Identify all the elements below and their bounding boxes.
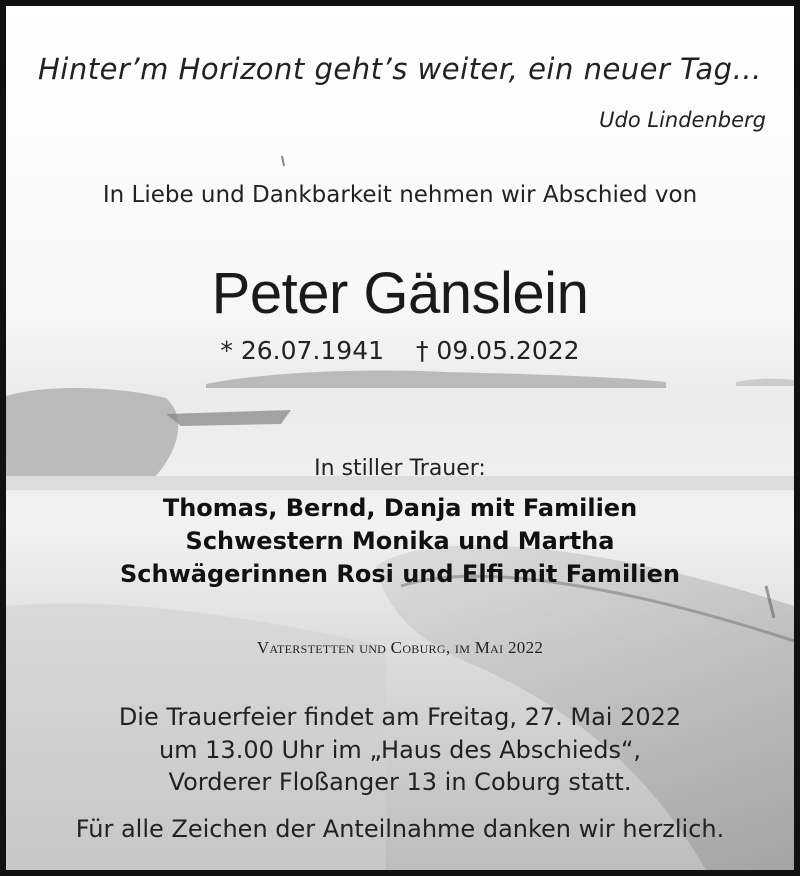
quote-author: Udo Lindenberg [599,108,766,132]
deceased-name: Peter Gänslein [211,261,589,326]
mourner-line: Schwestern Monika und Martha [185,527,615,555]
place-and-date: Vaterstetten und Coburg, im Mai 2022 [256,638,544,657]
birth-date: * 26.07.1941 [220,336,385,365]
mourning-label: In stiller Trauer: [314,456,486,481]
thanks-note: Für alle Zeichen der Anteilnahme danken wir herzlich. [75,815,725,843]
memorial-quote: Hinter’m Horizont geht’s weiter, ein neuer Tag… [37,52,763,86]
mourner-line: Thomas, Bernd, Danja mit Familien [162,494,638,522]
life-dates [6,336,794,365]
death-date: † 09.05.2022 [415,336,580,365]
funeral-info-line: Vorderer Floßanger 13 in Coburg statt. [168,768,632,796]
funeral-info-line: Die Trauerfeier findet am Freitag, 27. Mai 2022 [118,703,682,731]
funeral-info-line: um 13.00 Uhr im „Haus des Abschieds“, [158,736,642,764]
intro-text: In Liebe und Dankbarkeit nehmen wir Abschied von [102,182,698,208]
mourner-line: Schwägerinnen Rosi und Elfi mit Familien [120,560,680,588]
